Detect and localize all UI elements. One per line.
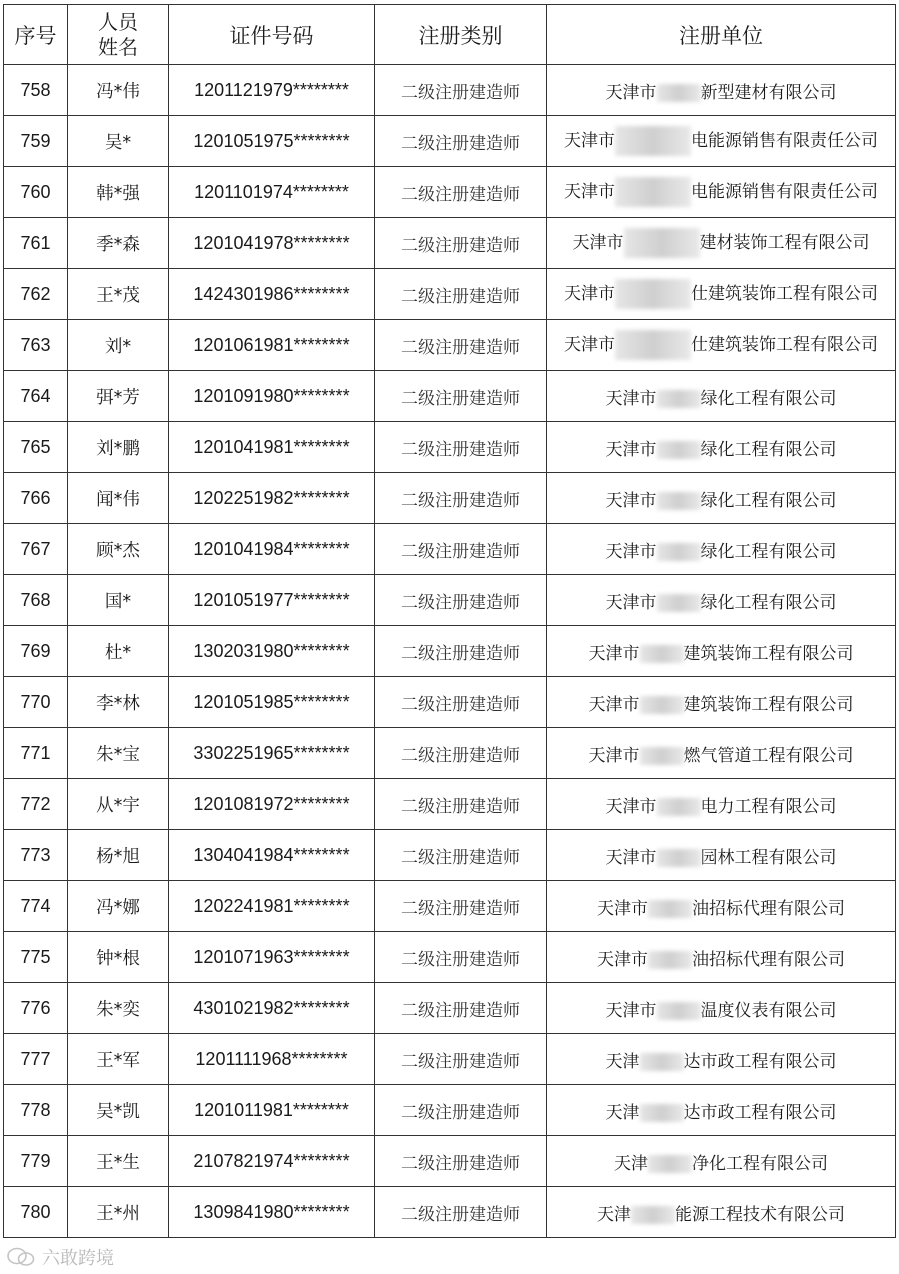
cell-name: 弭*芳: [68, 371, 169, 422]
cell-unit: [547, 677, 896, 728]
cell-seq: 779: [4, 1136, 68, 1187]
unit-prefix: 天津市: [564, 130, 615, 151]
cell-unit: [547, 881, 896, 932]
cell-category: 二级注册建造师: [375, 1187, 547, 1238]
watermark: [6, 1244, 114, 1270]
cell-name: 朱*奕: [68, 983, 169, 1034]
cell-id: 1304041984********: [169, 830, 375, 881]
cell-seq: 759: [4, 116, 68, 167]
cell-seq: 763: [4, 320, 68, 371]
table-row: [4, 473, 896, 524]
cell-id: 1202241981********: [169, 881, 375, 932]
cell-name: 从*宇: [68, 779, 169, 830]
unit-suffix: 净化工程有限公司: [692, 1153, 828, 1174]
table-row: [4, 422, 896, 473]
cell-name: 冯*娜: [68, 881, 169, 932]
redacted-blur: [657, 543, 701, 561]
redacted-blur: [657, 492, 701, 510]
table-body: [4, 65, 896, 1238]
redacted-blur: [615, 279, 691, 309]
redacted-blur: [648, 1155, 692, 1173]
unit-prefix: 天津市: [605, 490, 657, 511]
unit-prefix: 天津市: [572, 232, 624, 253]
table-row: [4, 983, 896, 1034]
redacted-blur: [657, 849, 701, 867]
cell-category: 二级注册建造师: [375, 269, 547, 320]
cell-seq: 761: [4, 218, 68, 269]
cell-id: 1201071963********: [169, 932, 375, 983]
redacted-blur: [640, 1104, 684, 1122]
cell-unit: [547, 269, 896, 320]
cell-name: 吴*凯: [68, 1085, 169, 1136]
unit-suffix: 绿化工程有限公司: [700, 541, 837, 562]
cell-id: 1202251982********: [169, 473, 375, 524]
table-row: [4, 728, 896, 779]
cell-unit: [547, 422, 896, 473]
cell-name: 刘*鹏: [68, 422, 169, 473]
redacted-blur: [624, 228, 700, 258]
cell-id: 1201081972********: [169, 779, 375, 830]
cell-id: 2107821974********: [169, 1136, 375, 1187]
cell-category: 二级注册建造师: [375, 422, 547, 473]
cell-seq: 773: [4, 830, 68, 881]
cell-id: 1309841980********: [169, 1187, 375, 1238]
redacted-blur: [657, 1002, 701, 1020]
unit-suffix: 绿化工程有限公司: [700, 592, 837, 613]
redacted-blur: [657, 594, 701, 612]
unit-prefix: 天津: [597, 1204, 631, 1225]
cell-name: 刘*: [68, 320, 169, 371]
registration-table: [3, 4, 896, 1238]
redacted-blur: [615, 330, 691, 360]
cell-category: 二级注册建造师: [375, 1136, 547, 1187]
cell-seq: 758: [4, 65, 68, 116]
unit-suffix: 能源工程技术有限公司: [675, 1204, 845, 1225]
unit-suffix: 电力工程有限公司: [700, 796, 837, 817]
unit-suffix: 达市政工程有限公司: [683, 1051, 837, 1072]
unit-prefix: 天津市: [605, 439, 657, 460]
unit-suffix: 达市政工程有限公司: [683, 1102, 837, 1123]
table-row: [4, 1034, 896, 1085]
cell-category: 二级注册建造师: [375, 320, 547, 371]
table-row: [4, 167, 896, 218]
unit-suffix: 绿化工程有限公司: [700, 388, 837, 409]
table-row: [4, 371, 896, 422]
cell-category: 二级注册建造师: [375, 116, 547, 167]
header-seq: 序号: [4, 5, 68, 65]
cell-unit: [547, 116, 896, 167]
unit-suffix: 燃气管道工程有限公司: [683, 745, 854, 766]
unit-suffix: 电能源销售有限责任公司: [691, 130, 878, 151]
cell-id: 1424301986********: [169, 269, 375, 320]
unit-prefix: 天津市: [605, 388, 657, 409]
table-row: [4, 1136, 896, 1187]
cell-unit: [547, 473, 896, 524]
cell-id: 1302031980********: [169, 626, 375, 677]
unit-prefix: 天津市: [588, 643, 640, 664]
table-row: [4, 575, 896, 626]
cell-seq: 774: [4, 881, 68, 932]
header-name: [68, 5, 169, 65]
cell-category: 二级注册建造师: [375, 1085, 547, 1136]
redacted-blur: [657, 798, 701, 816]
redacted-blur: [648, 951, 692, 969]
table-row: [4, 779, 896, 830]
cell-id: 4301021982********: [169, 983, 375, 1034]
cell-category: 二级注册建造师: [375, 677, 547, 728]
cell-seq: 765: [4, 422, 68, 473]
cell-seq: 775: [4, 932, 68, 983]
cell-unit: [547, 779, 896, 830]
cell-unit: [547, 65, 896, 116]
header-unit: 注册单位: [547, 5, 896, 65]
cell-category: 二级注册建造师: [375, 167, 547, 218]
cell-unit: [547, 575, 896, 626]
redacted-blur: [640, 747, 684, 765]
cell-id: 1201121979********: [169, 65, 375, 116]
cell-id: 1201041978********: [169, 218, 375, 269]
cell-category: 二级注册建造师: [375, 626, 547, 677]
unit-suffix: 园林工程有限公司: [700, 847, 837, 868]
unit-prefix: 天津市: [597, 898, 648, 919]
unit-suffix: 建筑装饰工程有限公司: [683, 694, 854, 715]
table-row: [4, 1085, 896, 1136]
cell-id: 1201011981********: [169, 1085, 375, 1136]
redacted-blur: [631, 1206, 675, 1224]
cell-category: 二级注册建造师: [375, 881, 547, 932]
cell-seq: 780: [4, 1187, 68, 1238]
cell-category: 二级注册建造师: [375, 830, 547, 881]
table-row: [4, 65, 896, 116]
table-row: [4, 677, 896, 728]
cell-name: 李*林: [68, 677, 169, 728]
redacted-blur: [648, 900, 692, 918]
cell-id: 1201041981********: [169, 422, 375, 473]
header-name-line1: 人员: [98, 9, 138, 34]
cell-name: 顾*杰: [68, 524, 169, 575]
unit-prefix: 天津: [614, 1153, 648, 1174]
cell-unit: [547, 1085, 896, 1136]
cell-unit: [547, 626, 896, 677]
cell-name: 季*森: [68, 218, 169, 269]
cell-category: 二级注册建造师: [375, 524, 547, 575]
redacted-blur: [640, 696, 684, 714]
unit-prefix: 天津市: [588, 745, 640, 766]
unit-suffix: 油招标代理有限公司: [692, 898, 845, 919]
cell-category: 二级注册建造师: [375, 65, 547, 116]
cell-name: 王*生: [68, 1136, 169, 1187]
cell-unit: [547, 983, 896, 1034]
cell-id: 1201101974********: [169, 167, 375, 218]
table-row: [4, 626, 896, 677]
watermark-text: 六敢跨境: [42, 1248, 114, 1269]
table-row: [4, 932, 896, 983]
redacted-blur: [640, 645, 684, 663]
cell-category: 二级注册建造师: [375, 728, 547, 779]
unit-prefix: 天津市: [605, 541, 657, 562]
cell-name: 朱*宝: [68, 728, 169, 779]
wechat-logo-icon: [6, 1246, 36, 1268]
cell-category: 二级注册建造师: [375, 473, 547, 524]
redacted-blur: [657, 441, 701, 459]
header-name-line2: 姓名: [98, 34, 138, 59]
cell-name: 钟*根: [68, 932, 169, 983]
cell-name: 王*州: [68, 1187, 169, 1238]
cell-seq: 771: [4, 728, 68, 779]
cell-category: 二级注册建造师: [375, 218, 547, 269]
header-category: 注册类别: [375, 5, 547, 65]
table-row: [4, 881, 896, 932]
unit-prefix: 天津市: [605, 82, 657, 103]
cell-name: 国*: [68, 575, 169, 626]
unit-prefix: 天津市: [597, 949, 648, 970]
cell-seq: 764: [4, 371, 68, 422]
cell-id: 1201061981********: [169, 320, 375, 371]
unit-suffix: 绿化工程有限公司: [700, 439, 837, 460]
cell-name: 韩*强: [68, 167, 169, 218]
cell-category: 二级注册建造师: [375, 779, 547, 830]
unit-prefix: 天津市: [605, 796, 657, 817]
cell-seq: 769: [4, 626, 68, 677]
unit-prefix: 天津市: [588, 694, 640, 715]
cell-name: 王*军: [68, 1034, 169, 1085]
cell-unit: [547, 728, 896, 779]
cell-seq: 766: [4, 473, 68, 524]
cell-id: 1201111968********: [169, 1034, 375, 1085]
cell-unit: [547, 1136, 896, 1187]
unit-suffix: 建筑装饰工程有限公司: [683, 643, 854, 664]
cell-unit: [547, 371, 896, 422]
cell-unit: [547, 167, 896, 218]
unit-suffix: 仕建筑装饰工程有限公司: [691, 283, 878, 304]
cell-id: 1201041984********: [169, 524, 375, 575]
cell-seq: 772: [4, 779, 68, 830]
unit-suffix: 油招标代理有限公司: [692, 949, 845, 970]
unit-suffix: 仕建筑装饰工程有限公司: [691, 334, 878, 355]
table-row: [4, 524, 896, 575]
unit-prefix: 天津: [605, 1102, 640, 1123]
table-row: [4, 218, 896, 269]
unit-suffix: 新型建材有限公司: [700, 82, 837, 103]
unit-prefix: 天津: [605, 1051, 640, 1072]
redacted-blur: [657, 390, 701, 408]
cell-category: 二级注册建造师: [375, 983, 547, 1034]
table-row: [4, 1187, 896, 1238]
cell-unit: [547, 1034, 896, 1085]
cell-seq: 762: [4, 269, 68, 320]
cell-id: 1201051975********: [169, 116, 375, 167]
unit-suffix: 建材装饰工程有限公司: [699, 232, 870, 253]
table-header-row: [4, 5, 896, 65]
cell-id: 3302251965********: [169, 728, 375, 779]
cell-unit: [547, 932, 896, 983]
unit-suffix: 温度仪表有限公司: [700, 1000, 837, 1021]
cell-seq: 777: [4, 1034, 68, 1085]
unit-prefix: 天津市: [605, 592, 657, 613]
unit-prefix: 天津市: [564, 181, 615, 202]
cell-seq: 767: [4, 524, 68, 575]
cell-id: 1201051985********: [169, 677, 375, 728]
unit-prefix: 天津市: [605, 847, 657, 868]
cell-name: 吴*: [68, 116, 169, 167]
cell-unit: [547, 1187, 896, 1238]
table-row: [4, 830, 896, 881]
cell-id: 1201051977********: [169, 575, 375, 626]
cell-unit: [547, 830, 896, 881]
table-row: [4, 320, 896, 371]
cell-name: 闻*伟: [68, 473, 169, 524]
cell-unit: [547, 524, 896, 575]
cell-name: 冯*伟: [68, 65, 169, 116]
cell-seq: 776: [4, 983, 68, 1034]
cell-seq: 778: [4, 1085, 68, 1136]
cell-seq: 770: [4, 677, 68, 728]
cell-id: 1201091980********: [169, 371, 375, 422]
cell-unit: [547, 218, 896, 269]
cell-category: 二级注册建造师: [375, 932, 547, 983]
table-row: [4, 269, 896, 320]
cell-category: 二级注册建造师: [375, 1034, 547, 1085]
cell-name: 杜*: [68, 626, 169, 677]
redacted-blur: [640, 1053, 684, 1071]
cell-category: 二级注册建造师: [375, 371, 547, 422]
redacted-blur: [615, 177, 691, 207]
unit-prefix: 天津市: [564, 334, 615, 355]
table-row: [4, 116, 896, 167]
cell-name: 王*茂: [68, 269, 169, 320]
cell-category: 二级注册建造师: [375, 575, 547, 626]
redacted-blur: [657, 84, 701, 102]
cell-name: 杨*旭: [68, 830, 169, 881]
unit-prefix: 天津市: [564, 283, 615, 304]
header-id: 证件号码: [169, 5, 375, 65]
unit-suffix: 电能源销售有限责任公司: [691, 181, 878, 202]
cell-unit: [547, 320, 896, 371]
unit-suffix: 绿化工程有限公司: [700, 490, 837, 511]
cell-seq: 760: [4, 167, 68, 218]
cell-seq: 768: [4, 575, 68, 626]
unit-prefix: 天津市: [605, 1000, 657, 1021]
redacted-blur: [615, 126, 691, 156]
